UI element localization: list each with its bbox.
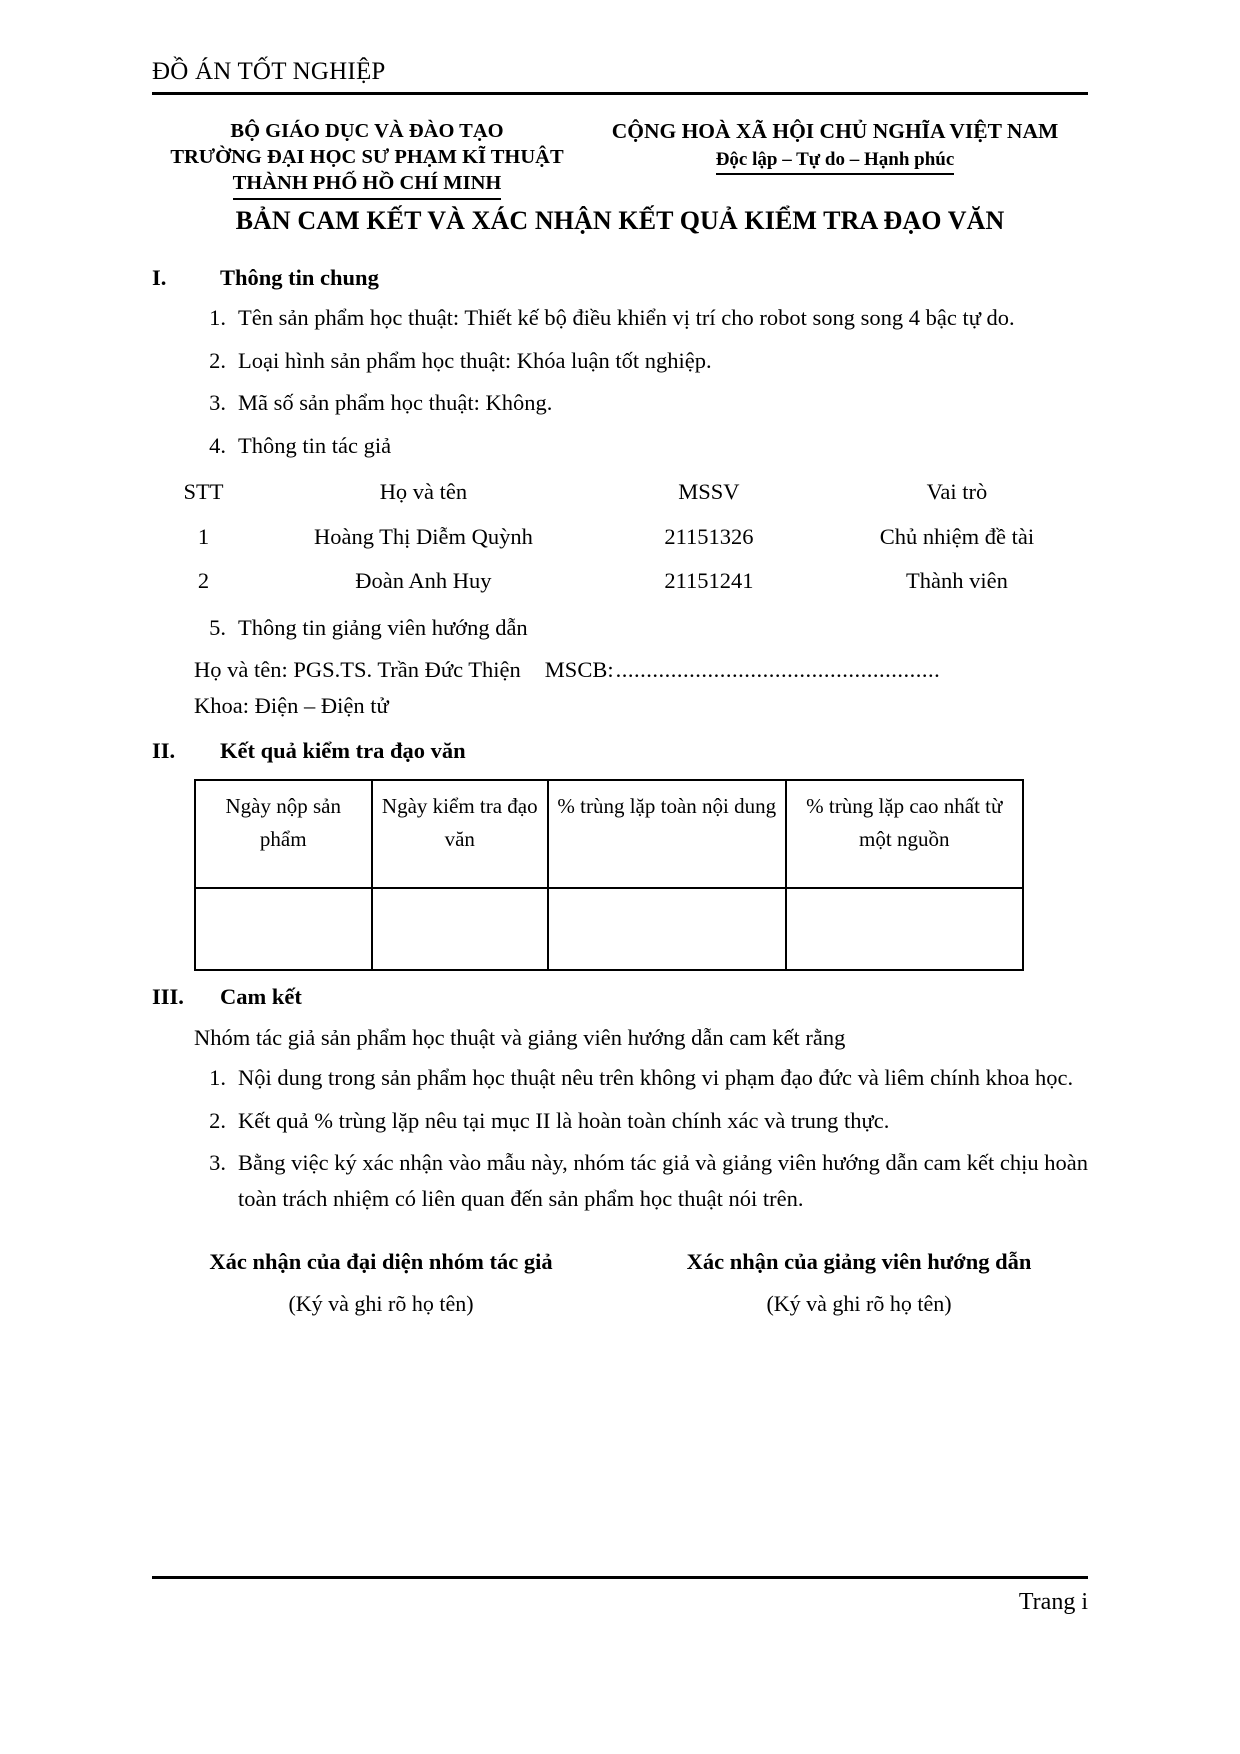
list-item-number: 5. — [209, 614, 226, 640]
cell-check-date[interactable] — [372, 888, 549, 970]
list-item — [194, 1103, 1088, 1139]
plagiarism-result-table — [194, 779, 1024, 971]
table-row — [195, 888, 1023, 970]
list-item-number: 4. — [209, 432, 226, 458]
organization-header — [152, 118, 1088, 200]
section-3-numeral: III. — [152, 984, 184, 1010]
list-item-text: Loại hình sản phẩm học thuật: Khóa luận tốt nghiệp. — [238, 347, 712, 373]
column-header-stt: STT — [183, 479, 224, 505]
section-2-numeral: II. — [152, 737, 176, 763]
list-item-number: 2. — [209, 1107, 226, 1133]
section-heading-commitment — [152, 979, 1088, 1015]
commitment-list — [194, 1060, 1088, 1218]
list-item-number: 1. — [209, 305, 226, 331]
list-item-text: Tên sản phẩm học thuật: Thiết kế bộ điều khiển vị trí cho robot song song 4 bậc tự do. — [238, 305, 1015, 331]
section-1-numeral: I. — [152, 265, 167, 290]
list-item — [194, 385, 1088, 421]
list-item-text: Mã số sản phẩm học thuật: Không. — [238, 390, 553, 416]
ministry-block — [152, 118, 582, 200]
running-header-rule — [152, 92, 1088, 95]
cell-name: Hoàng Thị Diễm Quỳnh — [313, 523, 533, 549]
section-3-title: Cam kết — [220, 984, 302, 1010]
running-header — [152, 58, 1088, 95]
list-item — [194, 1145, 1088, 1218]
column-header-role: Vai trò — [926, 479, 988, 505]
table-row — [152, 515, 1088, 559]
advisor-code-label: MSCB: — [544, 656, 614, 682]
cell-stt: 2 — [197, 568, 210, 594]
section-heading-general-info — [152, 260, 1088, 296]
advisor-name: Họ và tên: PGS.TS. Trần Đức Thiện — [194, 656, 521, 682]
page-number: Trang i — [1018, 1589, 1088, 1615]
list-item — [194, 1060, 1088, 1096]
cell-highest-source-similarity[interactable] — [786, 888, 1024, 970]
cell-stt: 1 — [197, 523, 210, 549]
table-header-row — [195, 780, 1023, 888]
cell-role: Thành viên — [906, 568, 1008, 594]
authors-table — [152, 470, 1088, 603]
cell-role: Chủ nhiệm đề tài — [879, 523, 1035, 549]
university-line: TRƯỜNG ĐẠI HỌC SƯ PHẠM KĨ THUẬT — [170, 146, 564, 169]
list-item-number: 3. — [209, 390, 226, 416]
footer-rule — [152, 1576, 1088, 1579]
general-info-list — [194, 300, 1088, 464]
signature-authors-note: (Ký và ghi rõ họ tên) — [288, 1291, 474, 1317]
cell-mssv: 21151326 — [664, 523, 754, 549]
page-title: BẢN CAM KẾT VÀ XÁC NHẬN KẾT QUẢ KIỂM TRA ĐẠO VĂN — [235, 206, 1005, 235]
ministry-line-1: BỘ GIÁO DỤC VÀ ĐÀO TẠO — [230, 120, 504, 142]
list-item-text: Thông tin giảng viên hướng dẫn — [238, 614, 528, 640]
column-header-submit-date: Ngày nộp sản phẩm — [195, 780, 372, 888]
cell-submit-date[interactable] — [195, 888, 372, 970]
commitment-lead-text: Nhóm tác giả sản phẩm học thuật và giảng viên hướng dẫn cam kết rằng — [194, 1024, 846, 1050]
cell-name: Đoàn Anh Huy — [355, 568, 492, 594]
list-item — [194, 343, 1088, 379]
list-item-number: 3. — [209, 1150, 226, 1175]
list-item-text: Bằng việc ký xác nhận vào mẫu này, nhóm tác giả và giảng viên hướng dẫn cam kết chịu hoàn toàn trách nhiệm có liên quan đến sản phẩm học thuật nói trên. — [238, 1150, 1088, 1212]
signature-advisor-title: Xác nhận của giảng viên hướng dẫn — [686, 1248, 1032, 1274]
page-footer — [152, 1576, 1088, 1616]
faculty-line: Khoa: Điện – Điện tử — [194, 693, 389, 719]
list-item-text: Thông tin tác giả — [238, 432, 392, 458]
list-item-number: 1. — [209, 1065, 226, 1091]
list-item — [194, 610, 1088, 646]
signature-advisor-note: (Ký và ghi rõ họ tên) — [766, 1291, 952, 1317]
list-item — [194, 300, 1088, 336]
column-header-check-date: Ngày kiểm tra đạo văn — [372, 780, 549, 888]
list-item-number: 2. — [209, 347, 226, 373]
column-header-mssv: MSSV — [678, 479, 740, 505]
motto-line: Độc lập – Tự do – Hạnh phúc — [716, 148, 955, 175]
document-body — [152, 252, 1088, 1322]
section-1-title: Thông tin chung — [220, 265, 379, 290]
signature-advisor — [620, 1244, 1088, 1322]
column-header-name: Họ và tên — [379, 479, 468, 505]
table-header-row — [152, 470, 1088, 514]
cell-overall-similarity[interactable] — [548, 888, 785, 970]
advisor-name-row — [194, 652, 1088, 688]
signature-authors — [152, 1244, 620, 1322]
advisor-code-blank: ..................................................... — [615, 656, 941, 682]
section-heading-plagiarism-result — [152, 733, 1088, 769]
signature-authors-title: Xác nhận của đại diện nhóm tác giả — [209, 1248, 553, 1274]
list-item-text: Nội dung trong sản phẩm học thuật nêu trên không vi phạm đạo đức và liêm chính khoa học. — [238, 1065, 1074, 1091]
national-motto-block — [582, 118, 1088, 175]
running-header-text: ĐỒ ÁN TỐT NGHIỆP — [152, 58, 386, 85]
table-row — [152, 559, 1088, 603]
section-2-title: Kết quả kiểm tra đạo văn — [220, 737, 466, 763]
country-name-line: CỘNG HOÀ XÃ HỘI CHỦ NGHĨA VIỆT NAM — [611, 119, 1059, 143]
list-item — [194, 428, 1088, 464]
list-item-text: Kết quả % trùng lặp nêu tại mục II là hoàn toàn chính xác và trung thực. — [238, 1107, 890, 1133]
column-header-overall-similarity: % trùng lặp toàn nội dung — [548, 780, 785, 888]
signature-block — [152, 1244, 1088, 1322]
city-line: THÀNH PHỐ HỒ CHÍ MINH — [233, 170, 502, 199]
cell-mssv: 21151241 — [664, 568, 754, 594]
column-header-highest-source-similarity: % trùng lặp cao nhất từ một nguồn — [786, 780, 1024, 888]
advisor-info-list — [194, 610, 1088, 646]
